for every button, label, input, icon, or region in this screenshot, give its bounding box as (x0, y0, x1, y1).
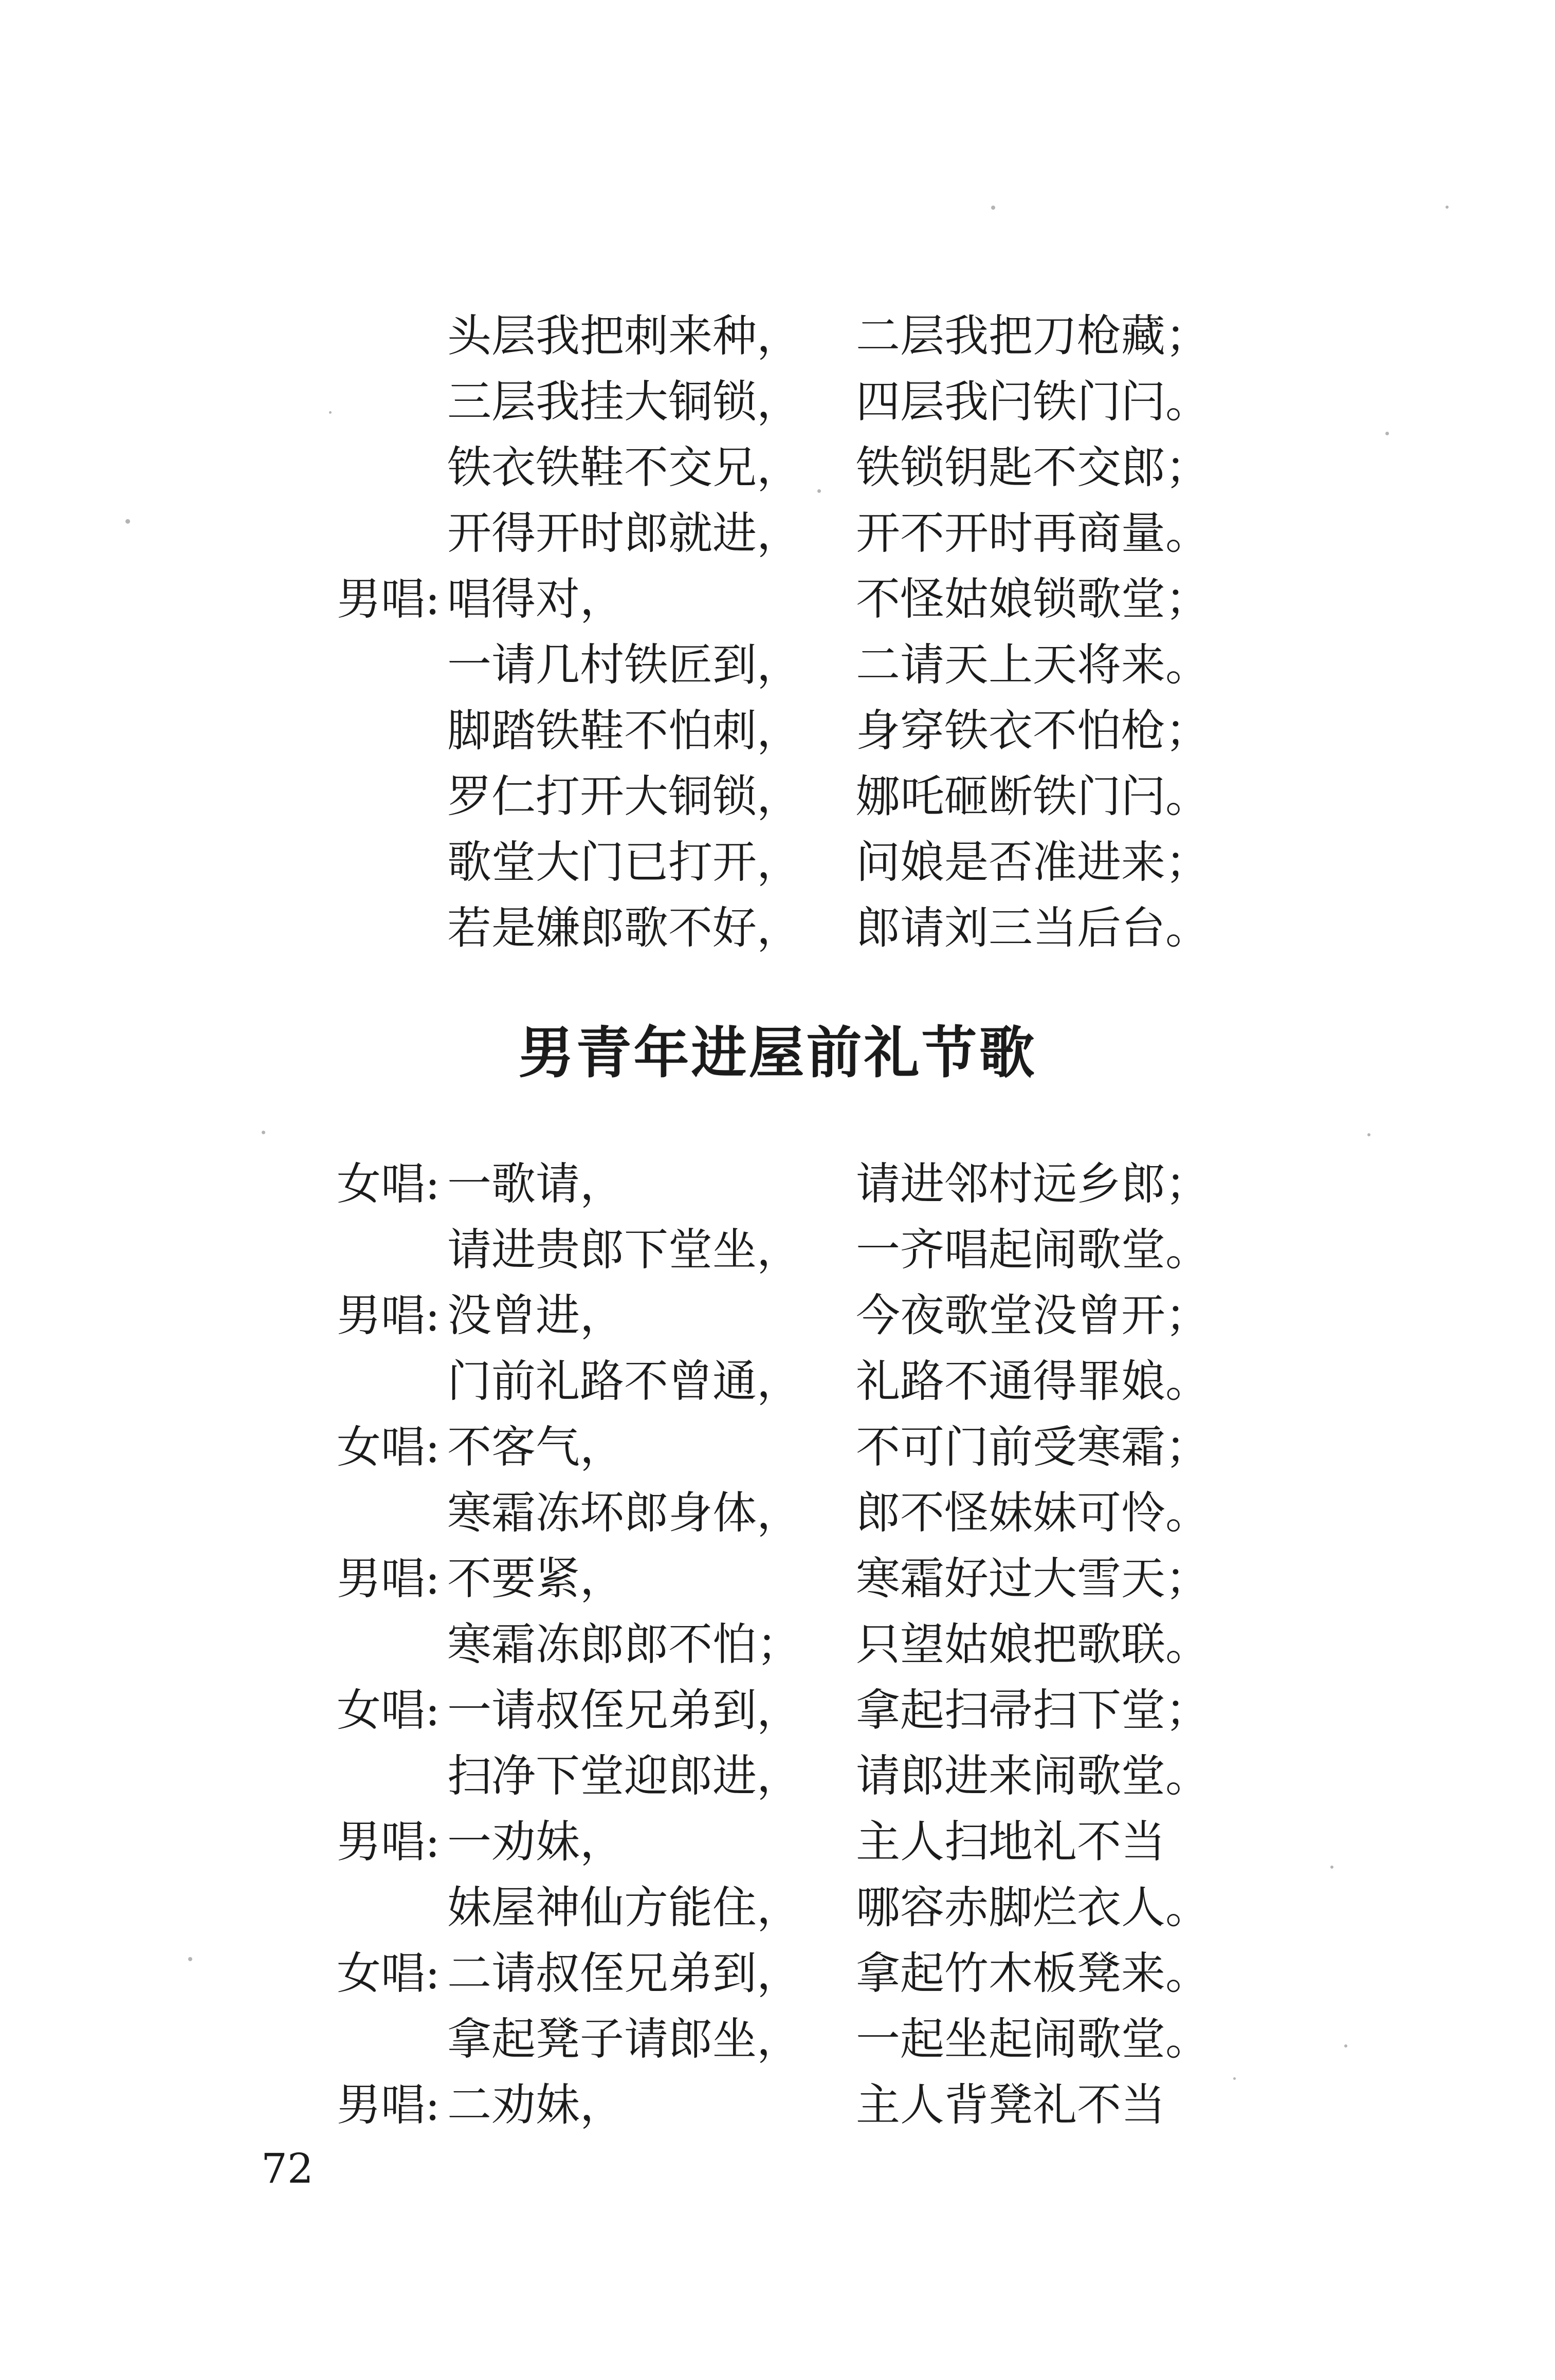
verse-line (0, 1480, 1555, 1546)
verse-first-half: 二劝妹， (447, 2079, 624, 2131)
verse-line (0, 303, 1555, 369)
verse-line (0, 369, 1555, 435)
verse-second-half: 二请天上天将来。 (856, 639, 1210, 691)
scan-speck (125, 519, 130, 524)
verse-line (0, 632, 1555, 698)
verse-second-half: 四层我闩铁门闩。 (856, 376, 1210, 428)
verse-first-half: 不客气， (447, 1422, 624, 1473)
verse-first-half: 一请叔侄兄弟到， (447, 1685, 801, 1736)
verse-line (0, 1151, 1555, 1217)
verse-second-half: 今夜歌堂没曾开； (856, 1290, 1210, 1341)
scan-speck (1344, 2044, 1347, 2047)
singer-label: 女唱: (337, 1685, 440, 1736)
verse-second-half: 郎请刘三当后台。 (856, 902, 1210, 954)
verse-line (0, 829, 1555, 895)
verse-first-half: 没曾进， (447, 1290, 624, 1341)
verse-second-half: 身穿铁衣不怕枪； (856, 705, 1210, 757)
verse-second-half: 娜吒砸断铁门闩。 (856, 771, 1210, 822)
page-number: 72 (261, 2145, 314, 2192)
verse-line (0, 1283, 1555, 1349)
scan-speck (1330, 1866, 1333, 1869)
song-heading: 男青年进屋前礼节歌 (518, 1021, 1037, 1085)
verse-line (0, 566, 1555, 632)
singer-label: 女唱: (337, 1158, 440, 1210)
singer-label: 男唱: (337, 1553, 440, 1604)
verse-second-half: 寒霜好过大雪天； (856, 1553, 1210, 1604)
verse-line (0, 764, 1555, 829)
scan-speck (1233, 2077, 1236, 2080)
verse-second-half: 请进邻村远乡郎； (856, 1158, 1210, 1210)
verse-line (0, 1941, 1555, 2006)
scan-speck (188, 1957, 192, 1961)
singer-label: 女唱: (337, 1422, 440, 1473)
verse-second-half: 一起坐起闹歌堂。 (856, 2014, 1210, 2065)
verse-second-half: 主人背凳礼不当 (856, 2079, 1165, 2131)
verse-first-half: 不要紧， (447, 1553, 624, 1604)
verse-line (0, 1217, 1555, 1283)
scan-speck (1367, 1133, 1370, 1136)
verse-line (0, 895, 1555, 961)
scan-speck (991, 206, 995, 210)
verse-line (0, 2072, 1555, 2138)
verse-second-half: 主人扫地礼不当 (856, 1816, 1165, 1868)
scan-speck (329, 411, 332, 414)
verse-line (0, 1809, 1555, 1875)
scan-speck (1385, 432, 1389, 435)
verse-second-half: 礼路不通得罪娘。 (856, 1356, 1210, 1407)
verse-first-half: 妹屋神仙方能住， (447, 1882, 801, 1933)
verse-second-half: 郎不怪妹妹可怜。 (856, 1487, 1210, 1539)
verse-first-half: 寒霜冻郎郎不怕； (447, 1619, 801, 1670)
singer-label: 男唱: (337, 1290, 440, 1341)
singer-label: 女唱: (337, 1948, 440, 1999)
singer-label: 男唱: (337, 1816, 440, 1868)
singer-label: 男唱: (337, 2079, 440, 2131)
verse-line (0, 1875, 1555, 1941)
verse-second-half: 不可门前受寒霜； (856, 1422, 1210, 1473)
verse-second-half: 铁锁钥匙不交郎； (856, 442, 1210, 493)
verse-first-half: 脚踏铁鞋不怕刺， (447, 705, 801, 757)
verse-line (0, 2006, 1555, 2072)
verse-first-half: 一劝妹， (447, 1816, 624, 1868)
verse-line (0, 1546, 1555, 1612)
verse-first-half: 请进贵郎下堂坐， (447, 1224, 801, 1276)
verse-second-half: 只望姑娘把歌联。 (856, 1619, 1210, 1670)
verse-second-half: 拿起竹木板凳来。 (856, 1948, 1210, 1999)
verse-second-half: 请郎进来闹歌堂。 (856, 1750, 1210, 1802)
verse-first-half: 若是嫌郎歌不好， (447, 902, 801, 954)
verse-first-half: 歌堂大门已打开， (447, 837, 801, 888)
verse-second-half: 一齐唱起闹歌堂。 (856, 1224, 1210, 1276)
verse-first-half: 一请几村铁匠到， (447, 639, 801, 691)
verse-line (0, 501, 1555, 566)
verse-second-half: 不怪姑娘锁歌堂； (856, 574, 1210, 625)
verse-second-half: 开不开时再商量。 (856, 508, 1210, 559)
verse-first-half: 拿起凳子请郎坐， (447, 2014, 801, 2065)
verse-line (0, 1349, 1555, 1414)
verse-second-half: 哪容赤脚烂衣人。 (856, 1882, 1210, 1933)
singer-label: 男唱: (337, 574, 440, 625)
verse-first-half: 开得开时郎就进， (447, 508, 801, 559)
verse-first-half: 铁衣铁鞋不交兄， (447, 442, 801, 493)
verse-line (0, 1743, 1555, 1809)
verse-line (0, 435, 1555, 501)
verse-second-half: 二层我把刀枪藏； (856, 310, 1210, 362)
verse-first-half: 寒霜冻坏郎身体， (447, 1487, 801, 1539)
verse-second-half: 问娘是否准进来； (856, 837, 1210, 888)
verse-first-half: 门前礼路不曾通， (447, 1356, 801, 1407)
verse-first-half: 一歌请， (447, 1158, 624, 1210)
verse-first-half: 扫净下堂迎郎进， (447, 1750, 801, 1802)
verse-first-half: 三层我挂大铜锁， (447, 376, 801, 428)
verse-line (0, 1677, 1555, 1743)
verse-first-half: 二请叔侄兄弟到， (447, 1948, 801, 1999)
verse-line (0, 1612, 1555, 1677)
verse-first-half: 头层我把刺来种， (447, 310, 801, 362)
verse-second-half: 拿起扫帚扫下堂； (856, 1685, 1210, 1736)
scan-speck (262, 1131, 265, 1134)
verse-line (0, 698, 1555, 764)
verse-line (0, 1414, 1555, 1480)
scan-speck (817, 489, 821, 493)
scan-speck (1446, 206, 1449, 209)
verse-first-half: 罗仁打开大铜锁， (447, 771, 801, 822)
verse-first-half: 唱得对， (447, 574, 624, 625)
